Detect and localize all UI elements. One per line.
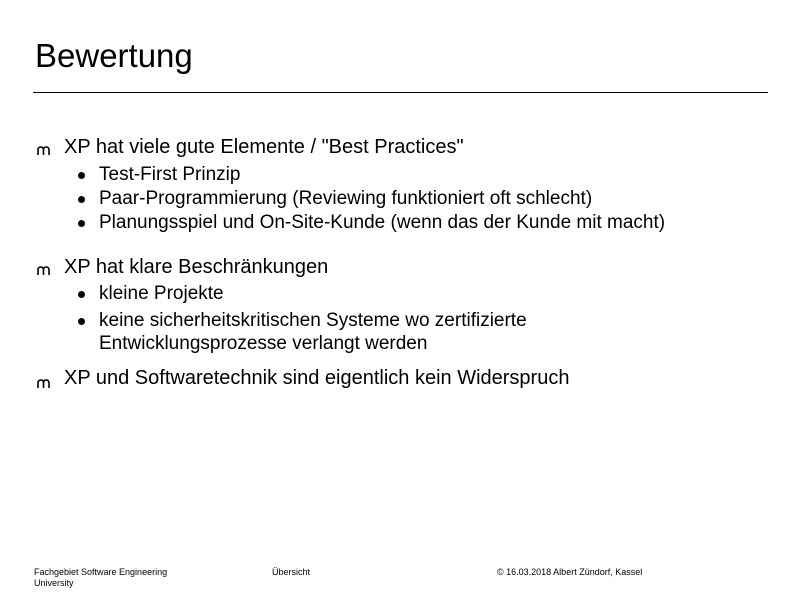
ring-bullet-icon <box>37 146 50 155</box>
point-1-text: XP hat viele gute Elemente / "Best Practices" <box>64 136 464 158</box>
point-1-sub-1: Test-First Prinzip <box>99 164 241 185</box>
point-2-text: XP hat klare Beschränkungen <box>64 256 329 278</box>
dot-bullet-icon <box>78 291 85 298</box>
footer-copyright: © 16.03.2018 Albert Zündorf, Kassel <box>497 567 643 577</box>
point-1-sub-2: Paar-Programmierung (Reviewing funktioniert oft schlecht) <box>99 188 593 209</box>
point-2-sub-2: keine sicherheitskritischen Systeme wo zertifizierte <box>99 310 527 331</box>
point-1-sub-3: Planungsspiel und On-Site-Kunde (wenn das der Kunde mit macht) <box>99 212 666 233</box>
dot-bullet-icon <box>78 196 85 203</box>
footer-department: Fachgebiet Software Engineering <box>34 567 168 577</box>
point-2-sub-2-continued: Entwicklungsprozesse verlangt werden <box>99 333 428 354</box>
point-2-sub-1: kleine Projekte <box>99 283 224 304</box>
footer-affiliation <box>34 567 167 589</box>
point-3-text: XP und Softwaretechnik sind eigentlich kein Widerspruch <box>64 367 570 389</box>
ring-bullet-icon <box>37 379 50 388</box>
footer-university: University <box>34 578 74 588</box>
title-divider <box>33 92 768 93</box>
dot-bullet-icon <box>78 318 85 325</box>
slide-title: Bewertung <box>35 37 193 74</box>
ring-bullet-icon <box>37 266 50 275</box>
dot-bullet-icon <box>78 220 85 227</box>
footer-overview-link[interactable]: Übersicht <box>272 567 311 577</box>
dot-bullet-icon <box>78 172 85 179</box>
